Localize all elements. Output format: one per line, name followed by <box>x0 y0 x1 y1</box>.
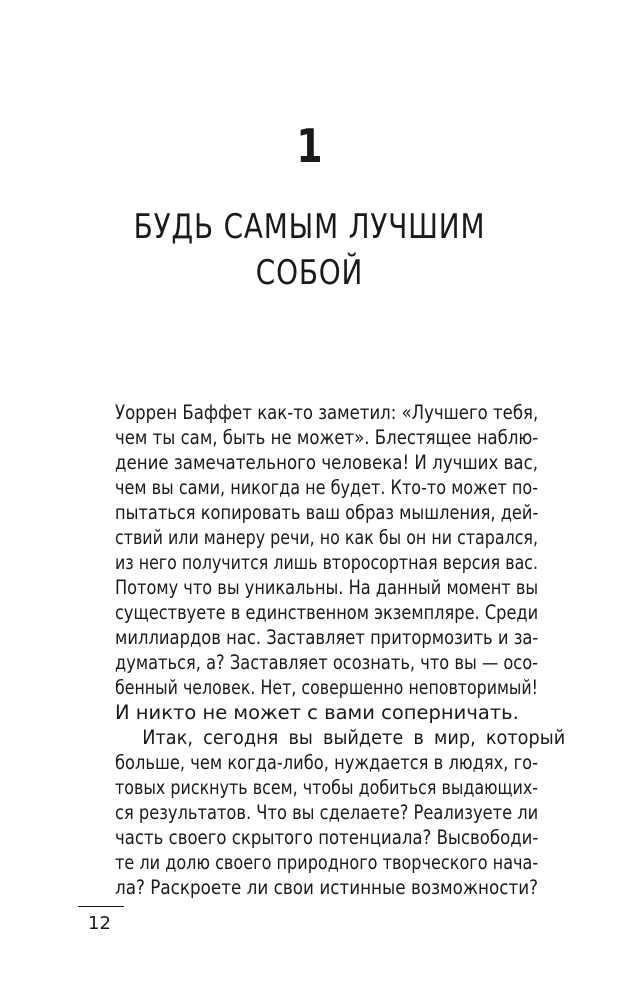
body-line: Итак, сегодня вы выйдете в мир, который <box>142 726 566 749</box>
body-line: Уоррен Баффет как-то заметил: «Лучшего тебя, <box>115 401 539 424</box>
body-line: бенный человек. Нет, совершенно неповторимый! <box>115 676 538 699</box>
chapter-number: 1 <box>296 119 323 173</box>
body-line: из него получится лишь второсортная версия вас. <box>115 551 538 574</box>
body-line: ся результатов. Что вы сделаете? Реализуете ли <box>115 801 539 824</box>
body-line: думаться, а? Заставляет осознать, что вы — осо- <box>115 651 539 674</box>
body-line: чем ты сам, быть не может». Блестящее наблю- <box>115 426 539 449</box>
chapter-title-line-1: БУДЬ САМЫМ ЛУЧШИМ <box>133 207 486 247</box>
body-line: пытаться копировать ваш образ мышления, дей- <box>115 501 539 524</box>
chapter-title-line-2: СОБОЙ <box>255 253 364 293</box>
chapter-title <box>56 204 564 296</box>
body-line: существуете в единственном экземпляре. Среди <box>115 601 539 624</box>
body-line: ла? Раскроете ли свои истинные возможности? <box>115 876 539 899</box>
body-line: те ли долю своего природного творческого нача- <box>115 851 539 874</box>
body-line: И никто не может с вами соперничать. <box>115 701 519 724</box>
body-line: дение замечательного человека! И лучших вас, <box>115 451 539 474</box>
body-line: ствий или манеру речи, но как бы он ни старался, <box>115 526 539 549</box>
page-number: 12 <box>88 913 111 934</box>
body-line: чем вы сами, никогда не будет. Кто-то может по- <box>115 476 539 499</box>
body-line: миллиардов нас. Заставляет притормозить и за- <box>115 626 539 649</box>
body-line: часть своего скрытого потенциала? Высвободи- <box>115 826 539 849</box>
body-line: товых рискнуть всем, чтобы добиться выдающих- <box>115 776 538 799</box>
body-line: Потому что вы уникальны. На данный момент вы <box>115 576 539 599</box>
body-line: больше, чем когда-либо, нуждается в людях, го- <box>115 751 538 774</box>
body-text <box>115 400 566 900</box>
footer-rule <box>78 906 124 907</box>
